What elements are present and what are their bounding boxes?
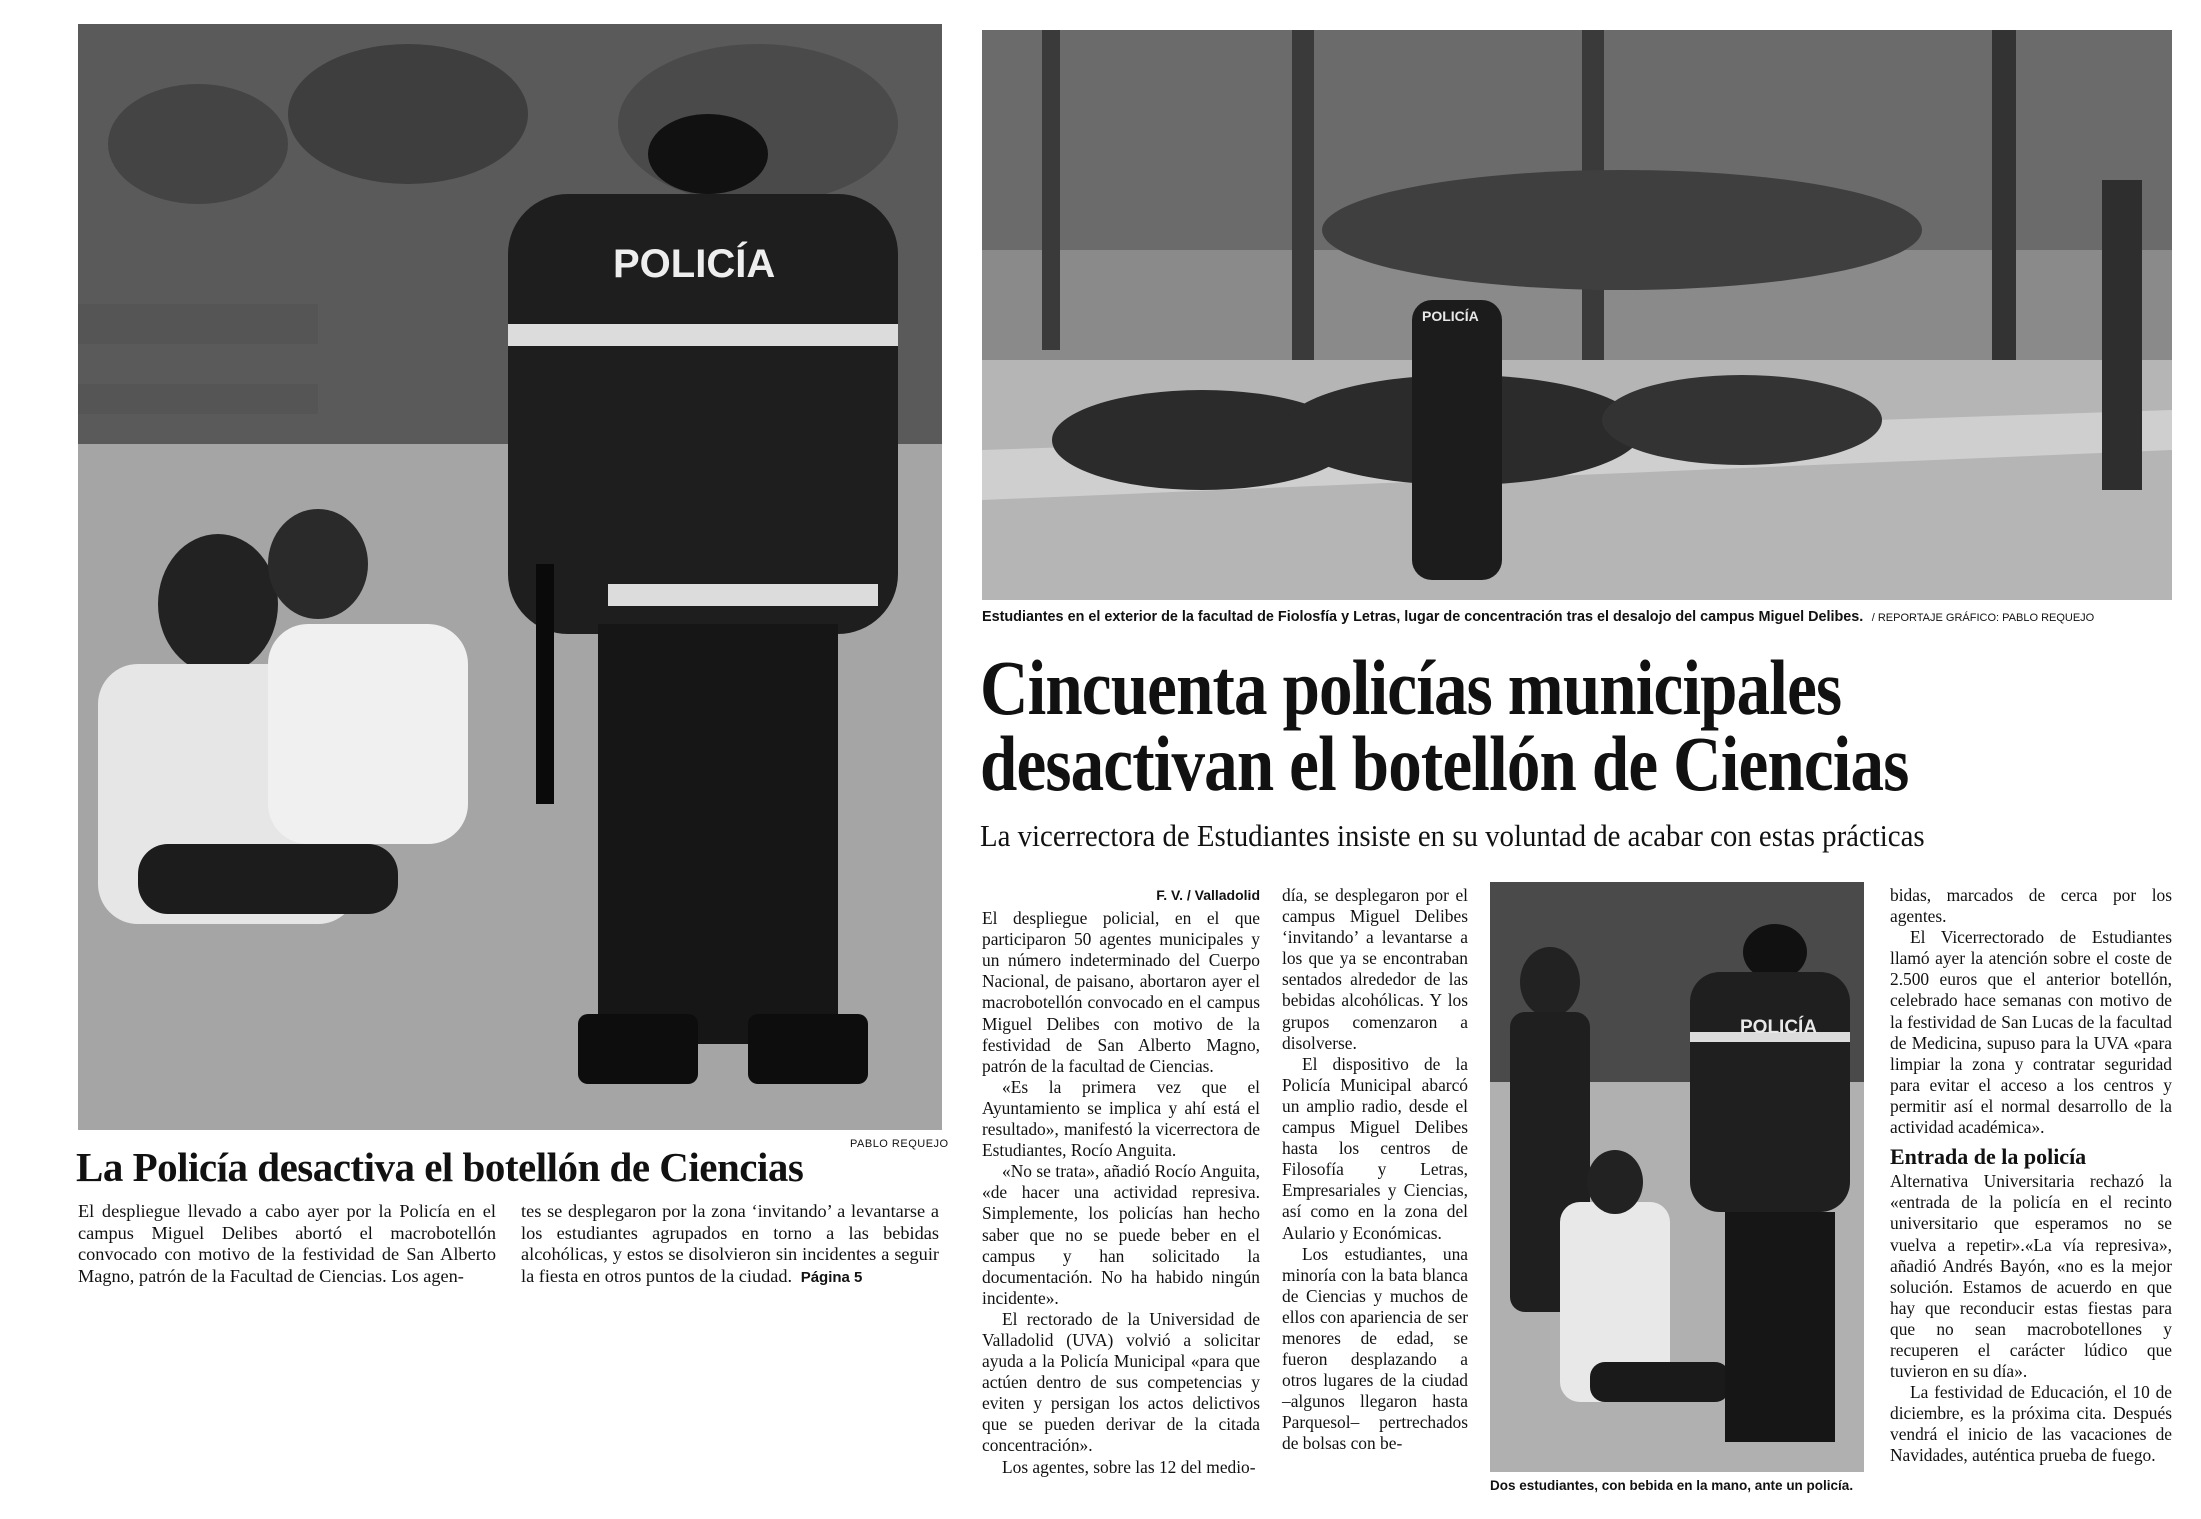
left-photo-illustration [78, 24, 942, 1130]
col4-subheading: Entrada de la policía [1890, 1144, 2087, 1170]
col1-para-1: El despliegue policial, en el que participaron 50 agentes municipales y un número indeterminado del Cuerpo Nacional, de paisano, abortaron ayer el macrobotellón convocado en el campus Miguel Delibes con motivo de la festividad de San Alberto Magno, patrón de la facultad de Ciencias. [982, 908, 1260, 1076]
page-reference[interactable]: Página 5 [800, 1269, 863, 1287]
right-headline [980, 644, 2012, 807]
inner-photo-illustration [1490, 882, 1864, 1472]
col4-para-4: La festividad de Educación, el 10 de diciembre, es la próxima cita. Después vendrá el inicio de las vacaciones de Navidades, auténtica prueba de fuego. [1890, 1382, 2172, 1466]
inner-photo-vest-label: POLICÍA [1740, 1017, 1818, 1038]
article-col-4 [1890, 885, 2172, 1467]
col1-para-5: Los agentes, sobre las 12 del medio- [1002, 1456, 1256, 1477]
top-photo-vest-label: POLICÍA [1422, 308, 1479, 324]
right-subhead: La vicerrectora de Estudiantes insiste en su voluntad de acabar con estas prácticas [980, 818, 1925, 853]
right-top-photo [982, 30, 2172, 600]
top-photo-credit: / REPORTAJE GRÁFICO: PABLO REQUEJO [1871, 612, 2095, 624]
left-main-photo [78, 24, 942, 1130]
article-col-2 [1282, 885, 1468, 1455]
top-photo-caption: Estudiantes en el exterior de la facultad de Fiolosfía y Letras, lugar de concentración tras el desalojo del campus Miguel Delibes. [982, 609, 1864, 625]
inner-photo [1490, 882, 1864, 1472]
left-summary-col2-text: tes se desplegaron por la zona ‘invitando’ a levantarse a los estudiantes agrupados en torno a las bebidas alcohólicas, y estos se disolvieron sin incidentes a seguir la fiesta en otros puntos de la ciudad. [521, 1201, 939, 1287]
left-photo-credit: PABLO REQUEJO [850, 1138, 949, 1150]
col1-para-2: «Es la primera vez que el Ayuntamiento se implica y ahí está el resultado», manifestó la vicerrectora de Estudiantes, Rocío Anguita. [982, 1076, 1260, 1161]
byline: F. V. / Valladolid [1156, 887, 1260, 903]
col2-para-3: Los estudiantes, una minoría con la bata blanca de Ciencias y muchos de ellos con apariencia de ser menores de edad, se fueron desplazando a otros lugares de la ciudad –algunos llegaron hasta Parquesol– pertrechados de bolsas con be- [1282, 1243, 1468, 1454]
col4-para-1: bidas, marcados de cerca por los agentes. [1890, 885, 2172, 927]
left-summary-col2 [521, 1201, 939, 1289]
left-summary-col1: El despliegue llevado a cabo ayer por la Policía en el campus Miguel Delibes abortó el macrobotellón convocado con motivo de la festividad de San Alberto Magno, patrón de la Facultad de Ciencias. Los agen- [78, 1201, 496, 1287]
headline-line-2: desactivan el botellón de Ciencias [980, 720, 1909, 807]
headline-line-1: Cincuenta policías municipales [980, 644, 1842, 731]
col1-para-3: «No se trata», añadió Rocío Anguita, «de hacer una actividad represiva. Simplemente, los policías han hecho saber que no se puede beber en el campus y han solicitado la documentación. No ha habido ningún incidente». [982, 1161, 1260, 1308]
top-photo-caption-line [982, 608, 2094, 626]
col2-para-2: El dispositivo de la Policía Municipal abarcó un amplio radio, desde el campus Miguel Delibes hasta los centros de Filosofía y Letras, Empresariales y Ciencias, así como en la zona del Aulario y Económicas. [1282, 1053, 1468, 1243]
left-headline: La Policía desactiva el botellón de Ciencias [76, 1144, 804, 1190]
right-top-photo-illustration [982, 30, 2172, 600]
col4-para-3: Alternativa Universitaria rechazó la «entrada de la policía en el recinto universitario que esperamos no se vuelva a repetir».«La vía represiva», añadió Andrés Bayón, «no es la mejor solución. Estamos de acuerdo en que hay que reconducir estas fiestas para que no sean macrobotellones y recuperen el carácter lúdico que tuvieron en su día». [1890, 1171, 2172, 1382]
col2-para-1: día, se desplegaron por el campus Miguel Delibes ‘invitando’ a levantarse a los que ya se encontraban sentados alrededor de las bebidas alcohólicas. Y los grupos comenzaron a disolverse. [1282, 885, 1468, 1053]
col4-para-2: El Vicerrectorado de Estudiantes llamó ayer la atención sobre el coste de 2.500 euros que el anterior botellón, celebrado hace semanas con motivo de la festividad de San Lucas de la facultad de Medicina, supuso para la UVA «para limpiar la zona y contratar seguridad para evitar el acceso a los centros y permitir así el normal desarrollo de la actividad académica». [1890, 927, 2172, 1138]
vest-label: POLICÍA [613, 242, 776, 286]
article-col-1 [982, 885, 1260, 1478]
inner-photo-caption: Dos estudiantes, con bebida en la mano, ante un policía. [1490, 1478, 1854, 1493]
col1-para-4: El rectorado de la Universidad de Valladolid (UVA) volvió a solicitar ayuda a la Policía Municipal «para que actúen dentro de sus competencias y eviten y persigan los actos delictivos que se pueden derivar de la citada concentración». [982, 1308, 1260, 1456]
